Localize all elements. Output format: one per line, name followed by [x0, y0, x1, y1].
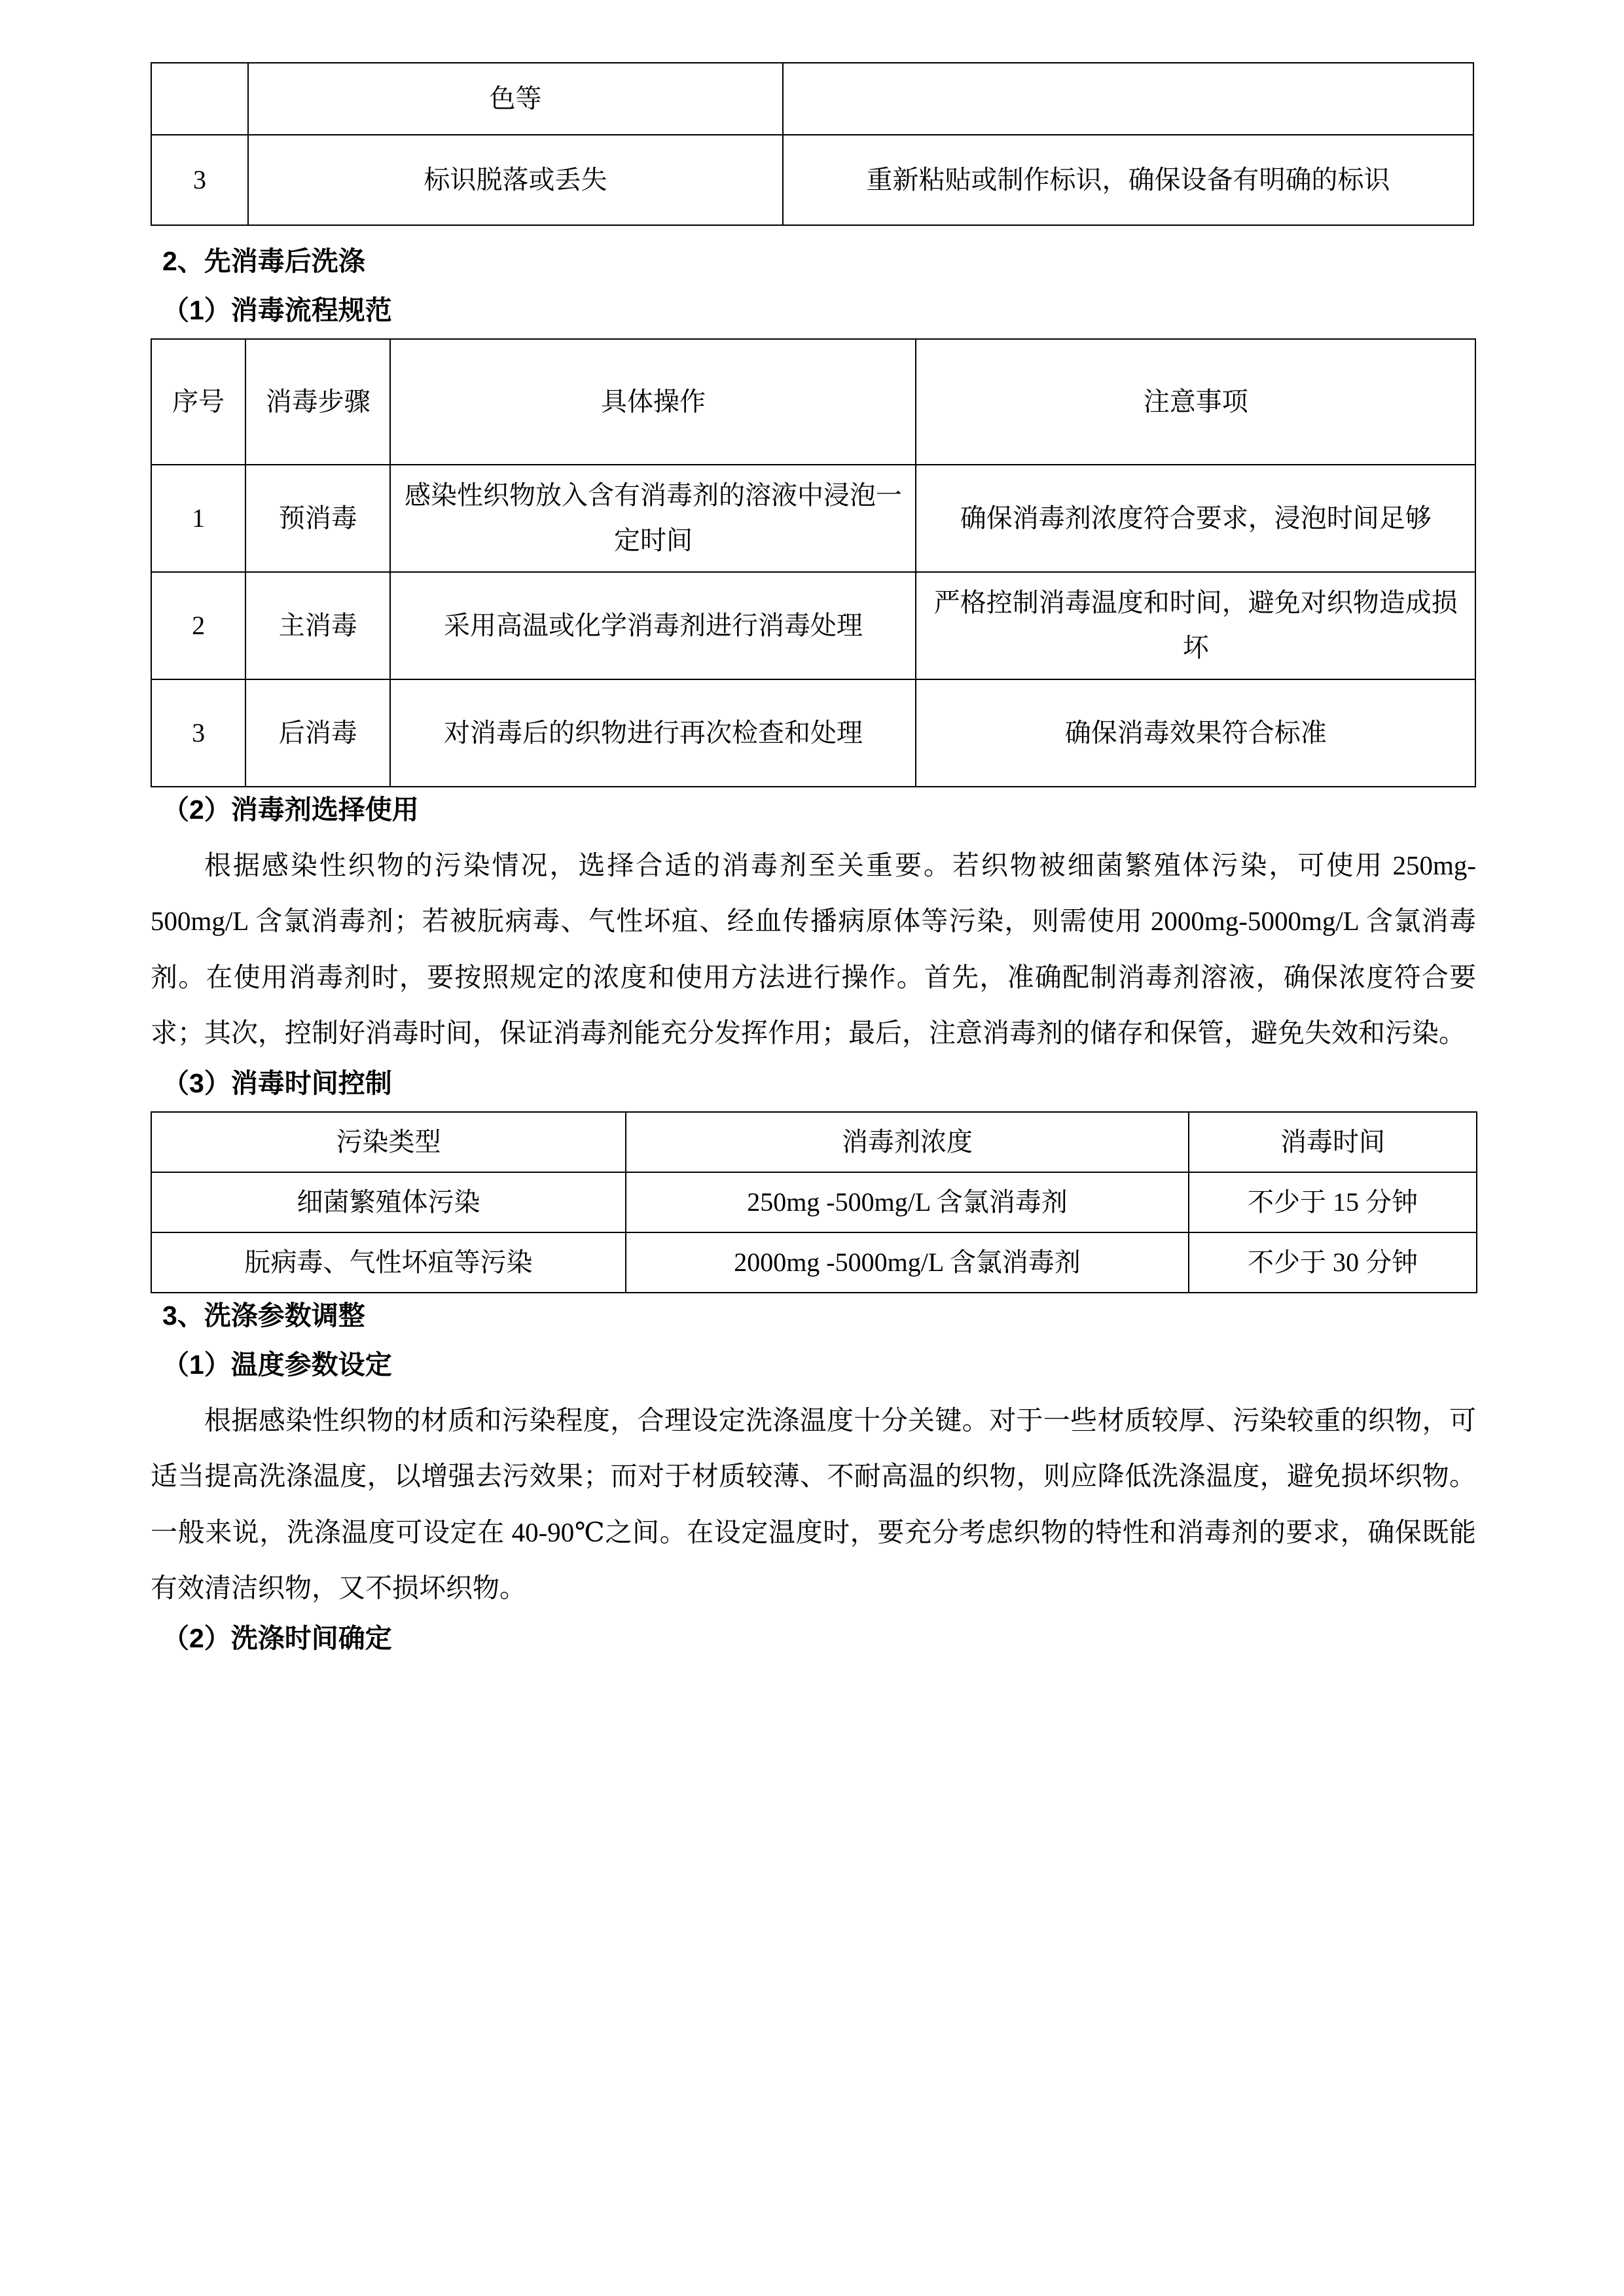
- table-row: [151, 135, 1473, 225]
- header-step: 消毒步骤: [245, 339, 390, 465]
- section-2-title: 2、先消毒后洗涤: [162, 246, 365, 276]
- table-row: [151, 63, 1473, 135]
- table-row: [151, 465, 1475, 572]
- section-3-sub-1-title: （1）温度参数设定: [162, 1350, 392, 1380]
- table-header-row: [151, 339, 1475, 465]
- table-row: [151, 1172, 1477, 1232]
- cell-action: [783, 63, 1473, 135]
- cell-step: 主消毒: [245, 572, 390, 679]
- cell-issue: 标识脱落或丢失: [248, 135, 783, 225]
- table-header-row: [151, 1112, 1477, 1172]
- cell-action: 重新粘贴或制作标识，确保设备有明确的标识: [783, 135, 1473, 225]
- page-content: [151, 0, 1476, 1652]
- table-row: [151, 572, 1475, 679]
- cell-concentration: 2000mg -5000mg/L 含氯消毒剂: [626, 1232, 1189, 1293]
- table-disinfection-time: [151, 1111, 1477, 1293]
- table-disinfection-process: [151, 338, 1476, 787]
- cell-concentration: 250mg -500mg/L 含氯消毒剂: [626, 1172, 1189, 1232]
- header-operation: 具体操作: [390, 339, 916, 465]
- paragraph-disinfectant-selection: 根据感染性织物的污染情况，选择合适的消毒剂至关重要。若织物被细菌繁殖体污染，可使用 250mg-500mg/L 含氯消毒剂；若被朊病毒、气性坏疽、经血传播病原体等污染，则需使用 2000mg-5000mg/L 含氯消毒剂。在使用消毒剂时，要按照规定的浓度和使用方法进行操作。首先，准确配制消毒剂溶液，确保浓度符合要求；其次，控制好消毒时间，保证消毒剂能充分发挥作用；最后，注意消毒剂的储存和保管，避免失效和污染。: [151, 850, 1476, 1048]
- header-time: 消毒时间: [1189, 1112, 1477, 1172]
- paragraph-temperature-setting: 根据感染性织物的材质和污染程度，合理设定洗涤温度十分关键。对于一些材质较厚、污染较重的织物，可适当提高洗涤温度，以增强去污效果；而对于材质较薄、不耐高温的织物，则应降低洗涤温度，避免损坏织物。一般来说，洗涤温度可设定在 40-90℃之间。在设定温度时，要充分考虑织物的特性和消毒剂的要求，确保既能有效清洁织物，又不损坏织物。: [151, 1405, 1476, 1603]
- cell-notes: 严格控制消毒温度和时间，避免对织物造成损坏: [916, 572, 1475, 679]
- cell-step: 预消毒: [245, 465, 390, 572]
- cell-step: 后消毒: [245, 679, 390, 787]
- cell-operation: 采用高温或化学消毒剂进行消毒处理: [390, 572, 916, 679]
- cell-operation: 感染性织物放入含有消毒剂的溶液中浸泡一定时间: [390, 465, 916, 572]
- cell-number: [151, 63, 248, 135]
- section-2-sub-3-title: （3）消毒时间控制: [162, 1068, 392, 1099]
- section-2-sub-2-title: （2）消毒剂选择使用: [162, 795, 419, 825]
- cell-notes: 确保消毒剂浓度符合要求，浸泡时间足够: [916, 465, 1475, 572]
- cell-notes: 确保消毒效果符合标准: [916, 679, 1475, 787]
- table-equipment-issues: [151, 62, 1474, 226]
- cell-operation: 对消毒后的织物进行再次检查和处理: [390, 679, 916, 787]
- cell-seq: 1: [151, 465, 245, 572]
- cell-seq: 2: [151, 572, 245, 679]
- cell-time: 不少于 30 分钟: [1189, 1232, 1477, 1293]
- table-row: [151, 679, 1475, 787]
- header-seq: 序号: [151, 339, 245, 465]
- cell-contamination-type: 朊病毒、气性坏疽等污染: [151, 1232, 626, 1293]
- header-notes: 注意事项: [916, 339, 1475, 465]
- cell-number: 3: [151, 135, 248, 225]
- section-3-title: 3、洗涤参数调整: [162, 1300, 365, 1331]
- table-row: [151, 1232, 1477, 1293]
- cell-contamination-type: 细菌繁殖体污染: [151, 1172, 626, 1232]
- cell-seq: 3: [151, 679, 245, 787]
- header-contamination-type: 污染类型: [151, 1112, 626, 1172]
- cell-time: 不少于 15 分钟: [1189, 1172, 1477, 1232]
- header-concentration: 消毒剂浓度: [626, 1112, 1189, 1172]
- cell-issue: 色等: [248, 63, 783, 135]
- section-2-sub-1-title: （1）消毒流程规范: [162, 295, 392, 325]
- section-3-sub-2-title: （2）洗涤时间确定: [162, 1623, 392, 1654]
